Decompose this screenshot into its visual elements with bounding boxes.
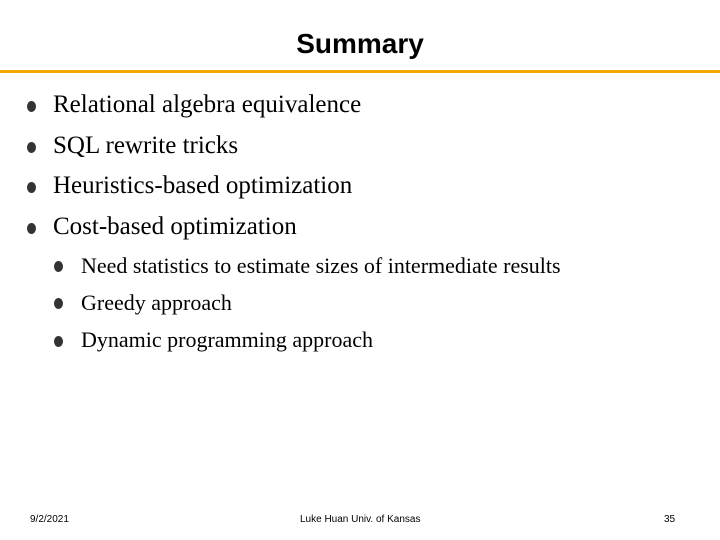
bullet-icon bbox=[27, 142, 36, 153]
sub-bullet-icon bbox=[54, 298, 63, 309]
bullet-item: SQL rewrite tricks bbox=[53, 132, 239, 159]
sub-bullet-icon bbox=[54, 261, 63, 272]
bullet-item: Cost-based optimization bbox=[53, 213, 297, 240]
title-divider bbox=[0, 70, 720, 73]
sub-bullet-item: Need statistics to estimate sizes of intermediate results bbox=[81, 253, 561, 278]
slide-title: Summary bbox=[296, 28, 424, 59]
footer-author: Luke Huan Univ. of Kansas bbox=[300, 514, 421, 525]
sub-bullet-item: Greedy approach bbox=[81, 290, 232, 315]
sub-bullet-icon bbox=[54, 336, 63, 347]
page-number: 35 bbox=[664, 514, 676, 525]
bullet-icon bbox=[27, 223, 36, 234]
bullet-item: Relational algebra equivalence bbox=[53, 91, 362, 118]
footer-date: 9/2/2021 bbox=[30, 514, 69, 525]
bullet-item: Heuristics-based optimization bbox=[53, 172, 353, 199]
sub-bullet-item: Dynamic programming approach bbox=[81, 327, 374, 352]
bullet-icon bbox=[27, 182, 36, 193]
bullet-icon bbox=[27, 101, 36, 112]
